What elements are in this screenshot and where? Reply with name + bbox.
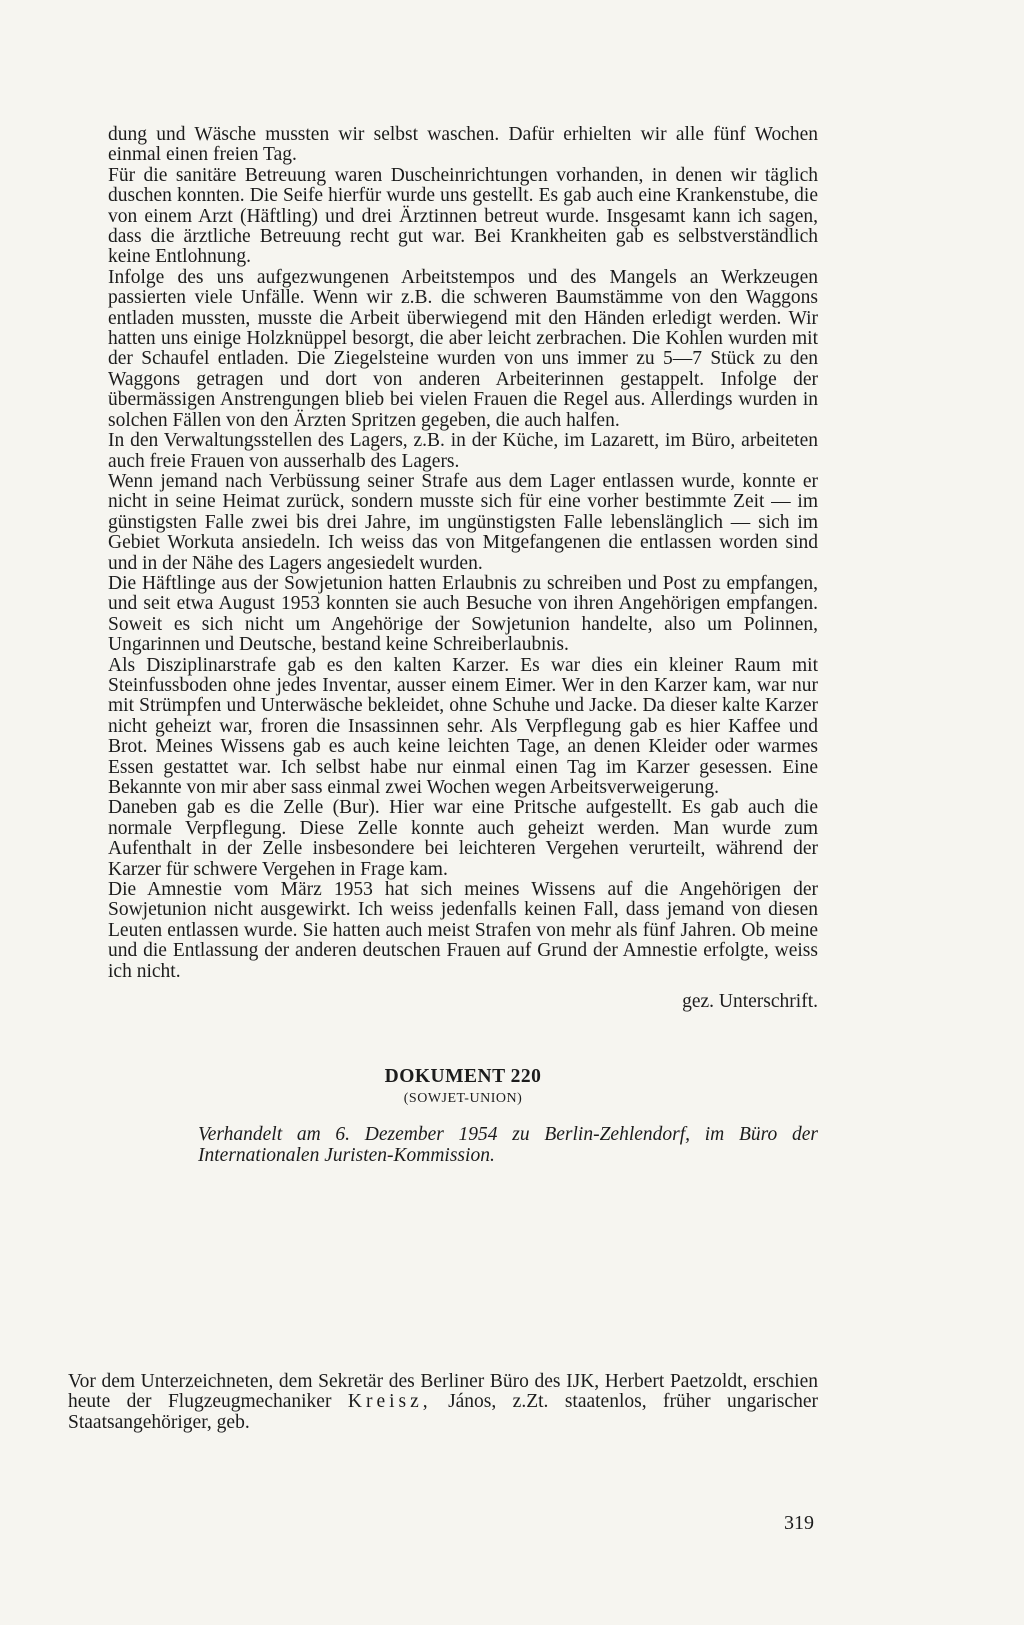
paragraph-2: Für die sanitäre Betreuung waren Duscheinrichtungen vorhanden, in denen wir täglich duschen konnten. Die Seife hierfür wurde uns gestellt. Es gab auch eine Krankenstube, die von einem Arzt (Häftling) und drei Ärztinnen betreut wurde. Insgesamt kann ich sagen, dass die ärztliche Betreuung recht gut war. Bei Krankheiten gab es selbstverständlich keine Entlohnung.: [108, 164, 818, 268]
paragraph-8: Daneben gab es die Zelle (Bur). Hier war eine Pritsche aufgestellt. Es gab auch die normale Verpflegung. Diese Zelle konnte auch geheizt werden. Man wurde zum Aufenthalt in der Zelle insbesondere bei leichteren Vergehen verurteilt, während der Karzer für schwere Vergehen in Frage kam.: [108, 797, 818, 880]
document-intro: Verhandelt am 6. Dezember 1954 zu Berlin-Zehlendorf, im Büro der Internationalen Juristen-Kommission.: [198, 1124, 818, 1167]
document-subheading: (SOWJET-UNION): [403, 1091, 523, 1107]
paragraph-9: Die Amnestie vom März 1953 hat sich meines Wissens auf die Angehörigen der Sowjetunion nicht ausgewirkt. Ich weiss jedenfalls keinen Fall, dass jemand von diesen Leuten entlassen wurde. Sie hatten auch meist Strafen von mehr als fünf Jahren. Ob meine und die Entlassung der anderen deutschen Frauen auf Grund der Amnestie erfolgte, weiss ich nicht.: [108, 879, 818, 982]
paragraph-6: Die Häftlinge aus der Sowjetunion hatten Erlaubnis zu schreiben und Post zu empfangen, und seit etwa August 1953 konnten sie auch Besuche von ihren Angehörigen empfangen. Soweit es sich nicht um Angehörige der Sowjetunion handelte, also um Polinnen, Ungarinnen und Deutsche, bestand keine Schreiberlaubnis.: [108, 572, 818, 656]
paragraph-5: Wenn jemand nach Verbüssung seiner Strafe aus dem Lager entlassen wurde, konnte er nicht in seine Heimat zurück, sondern musste sich für eine vorher bestimmte Zeit — im günstigsten Falle zwei bis drei Jahre, im ungünstigsten Falle lebenslänglich — sich im Gebiet Workuta ansiedeln. Ich weiss das von Mitgefangenen die entlassen worden sind und in der Nähe des Lagers angesiedelt wurden.: [108, 470, 818, 574]
paragraph-3: Infolge des uns aufgezwungenen Arbeitstempos und des Mangels an Werkzeugen passierten viele Unfälle. Wenn wir z.B. die schweren Baumstämme von den Waggons entladen mussten, musste die Arbeit überwiegend mit den Händen erledigt werden. Wir hatten uns einige Holzknüppel besorgt, die aber leicht zerbrachen. Die Kohlen wurden mit der Schaufel entladen. Die Ziegelsteine wurden von uns immer zu 5—7 Stück zu den Waggons getragen und dort von anderen Arbeiterinnen gestappelt. Infolge der übermässigen Anstrengungen blieb bei vielen Frauen die Regel aus. Allerdings wurden in solchen Fällen von den Ärzten Spritzen gegeben, die auch halfen.: [108, 266, 818, 431]
document-heading: DOKUMENT 220: [384, 1066, 542, 1088]
page-number: 319: [784, 1512, 814, 1534]
person-name: Kreisz,: [347, 1391, 432, 1413]
body-text-before: Vor dem Unterzeichneten, dem Sekretär des Berliner Büro des IJK, Herbert Paetzoldt, erschien heute der Flugzeugmechaniker: [68, 1371, 818, 1413]
paragraph-1: dung und Wäsche mussten wir selbst waschen. Dafür erhielten wir alle fünf Wochen einmal einen freien Tag.: [108, 124, 818, 166]
document-body: [68, 1372, 818, 1433]
paragraph-4: In den Verwaltungsstellen des Lagers, z.B. in der Küche, im Lazarett, im Büro, arbeiteten auch freie Frauen von ausserhalb des Lagers.: [108, 430, 818, 472]
paragraph-7: Als Disziplinarstrafe gab es den kalten Karzer. Es war dies ein kleiner Raum mit Steinfussboden ohne jedes Inventar, ausser einem Eimer. Wer in den Karzer kam, war nur mit Strümpfen und Unterwäsche bekleidet, ohne Schuhe und Jacke. Da dieser kalte Karzer nicht geheizt war, froren die Insassinnen sehr. Als Verpflegung gab es hier Kaffee und Brot. Meines Wissens gab es auch keine leichten Tage, an denen Kleider oder warmes Essen gestattet war. Ich selbst habe nur einmal einen Tag im Karzer gesessen. Eine Bekannte von mir aber sass einmal zwei Wochen wegen Arbeitsverweigerung.: [108, 654, 818, 798]
signature-line: gez. Unterschrift.: [682, 991, 818, 1013]
body-text-after: János, z.Zt. staatenlos, früher ungarischer Staatsangehöriger, geb.: [68, 1391, 818, 1433]
text-column: [108, 125, 818, 1166]
